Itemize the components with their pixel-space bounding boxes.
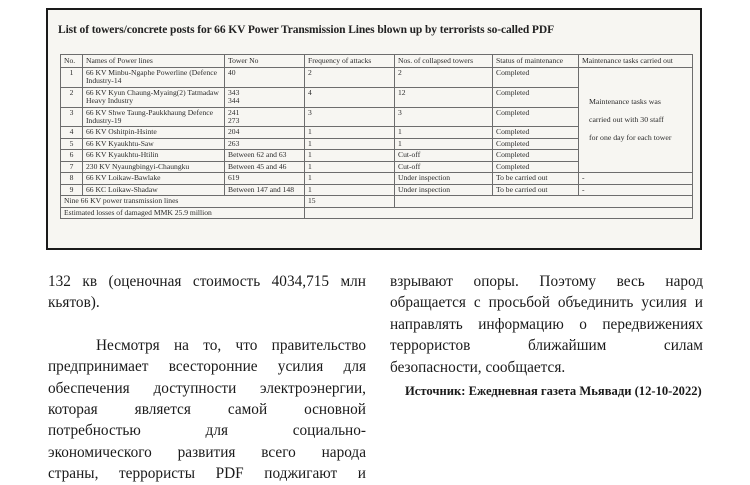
cell-frequency: 1 <box>305 138 395 150</box>
cell-tower: Between 62 and 63 <box>225 150 305 162</box>
article-line: Несмотря на то, что правительство <box>96 336 366 354</box>
maintenance-note <box>579 68 693 173</box>
cell-tower: 204 <box>225 127 305 139</box>
article-line: потребностью для социально- <box>48 422 366 440</box>
header-tower: Tower No <box>225 55 305 68</box>
cell-tower: Between 147 and 148 <box>225 184 305 196</box>
cell-no: 7 <box>61 161 83 173</box>
cell-frequency: 1 <box>305 150 395 162</box>
cell-name: 66 KV Kyaukhtu-Htilin <box>83 150 225 162</box>
maintenance-note-line: Maintenance tasks was <box>589 97 661 107</box>
cell-collapsed: Cut-off <box>395 150 493 162</box>
cell-tower: 619 <box>225 173 305 185</box>
cell-task: - <box>579 184 693 196</box>
article-line: экономического развития всего народа <box>48 443 366 461</box>
total-value: 15 <box>305 196 395 208</box>
header-status: Status of maintenance <box>493 55 579 68</box>
cell-tower: 241 273 <box>225 107 305 127</box>
cell-no: 4 <box>61 127 83 139</box>
cell-name: 230 KV Nyaungbingyi-Chaungku <box>83 161 225 173</box>
cell-status: To be carried out <box>493 184 579 196</box>
cell-frequency: 1 <box>305 127 395 139</box>
cell-frequency: 3 <box>305 107 395 127</box>
table-losses-row <box>61 207 693 219</box>
cell-no: 2 <box>61 87 83 107</box>
cell-status: Completed <box>493 138 579 150</box>
cell-frequency: 2 <box>305 68 395 88</box>
maintenance-note-line: for one day for each tower <box>589 133 672 143</box>
cell-status: To be carried out <box>493 173 579 185</box>
header-no: No. <box>61 55 83 68</box>
cell-tower: 40 <box>225 68 305 88</box>
newspaper-table-figure <box>46 8 702 250</box>
cell-frequency: 1 <box>305 161 395 173</box>
cell-status: Completed <box>493 127 579 139</box>
header-tasks: Maintenance tasks carried out <box>579 55 693 68</box>
article-line: направлять информацию о передвижениях <box>390 315 703 333</box>
losses-text: Estimated losses of damaged MMK 25.9 million <box>61 207 305 219</box>
cell-status: Completed <box>493 150 579 162</box>
table-row <box>61 184 693 196</box>
cell-no: 8 <box>61 173 83 185</box>
cell-no: 3 <box>61 107 83 127</box>
header-names: Names of Power lines <box>83 55 225 68</box>
paragraph-gap <box>48 314 366 335</box>
losses-empty <box>305 207 693 219</box>
table-row <box>61 173 693 185</box>
cell-no: 1 <box>61 68 83 88</box>
article-line: предпринимает всесторонние усилия для <box>48 358 366 376</box>
cell-no: 5 <box>61 138 83 150</box>
cell-no: 9 <box>61 184 83 196</box>
article-line: страны, террористы PDF поджигают и <box>48 465 366 483</box>
article-line: обеспечения доступности электроэнергии, <box>48 379 366 397</box>
cell-tower: 343 344 <box>225 87 305 107</box>
cell-no: 6 <box>61 150 83 162</box>
cell-status: Completed <box>493 107 579 127</box>
cell-status: Completed <box>493 161 579 173</box>
cell-collapsed: 2 <box>395 68 493 88</box>
table-row <box>61 68 693 88</box>
cell-collapsed: 12 <box>395 87 493 107</box>
cell-collapsed: Under inspection <box>395 184 493 196</box>
cell-frequency: 4 <box>305 87 395 107</box>
article-line: террористов ближайшим силам <box>390 337 703 355</box>
article-right-column <box>390 271 703 378</box>
article-line: обращается с просьбой объединить усилия и <box>390 294 703 312</box>
cell-frequency: 1 <box>305 184 395 196</box>
cell-tower: Between 45 and 46 <box>225 161 305 173</box>
cell-name: 66 KV Kyun Chaung-Myaing(2) Tatmadaw Heavy Industry <box>83 87 225 107</box>
article-line: 132 кв (оценочная стоимость 4034,715 млн <box>48 273 366 290</box>
article-line: безопасности, сообщается. <box>390 358 566 376</box>
article-line: которая является самой основной <box>48 401 366 419</box>
cell-collapsed: 3 <box>395 107 493 127</box>
cell-name: 66 KV Loikaw-Bawlake <box>83 173 225 185</box>
cell-name: 66 KC Loikaw-Shadaw <box>83 184 225 196</box>
cell-collapsed: 1 <box>395 138 493 150</box>
cell-status: Completed <box>493 87 579 107</box>
towers-table <box>60 54 693 219</box>
maintenance-note-line: carried out with 30 staff <box>589 115 664 125</box>
table-total-row <box>61 196 693 208</box>
cell-status: Completed <box>493 68 579 88</box>
article-line: взрывают опоры. Поэтому весь народ <box>390 273 703 290</box>
cell-tower: 263 <box>225 138 305 150</box>
figure-title: List of towers/concrete posts for 66 KV Power Transmission Lines blown up by terrorists so-called PDF <box>58 24 554 36</box>
cell-name: 66 KV Kyaukhtu-Saw <box>83 138 225 150</box>
cell-name: 66 KV Shwe Taung-Paukkhaung Defence Industry-19 <box>83 107 225 127</box>
cell-task: - <box>579 173 693 185</box>
cell-collapsed: Under inspection <box>395 173 493 185</box>
article-left-column <box>48 271 366 485</box>
article-line: кьятов). <box>48 294 100 312</box>
cell-name: 66 KV Minbu-Ngaphe Powerline (Defence Industry-14 <box>83 68 225 88</box>
total-label: Nine 66 KV power transmission lines <box>61 196 305 208</box>
cell-frequency: 1 <box>305 173 395 185</box>
total-empty <box>395 196 693 208</box>
cell-collapsed: Cut-off <box>395 161 493 173</box>
header-collapsed: Nos. of collapsed towers <box>395 55 493 68</box>
table-header-row <box>61 55 693 68</box>
cell-name: 66 KV Oshitpin-Hsinte <box>83 127 225 139</box>
cell-collapsed: 1 <box>395 127 493 139</box>
header-frequency: Frequency of attacks <box>305 55 395 68</box>
article-source: Источник: Ежедневная газета Мьявади (12-10-2022) <box>405 384 702 398</box>
